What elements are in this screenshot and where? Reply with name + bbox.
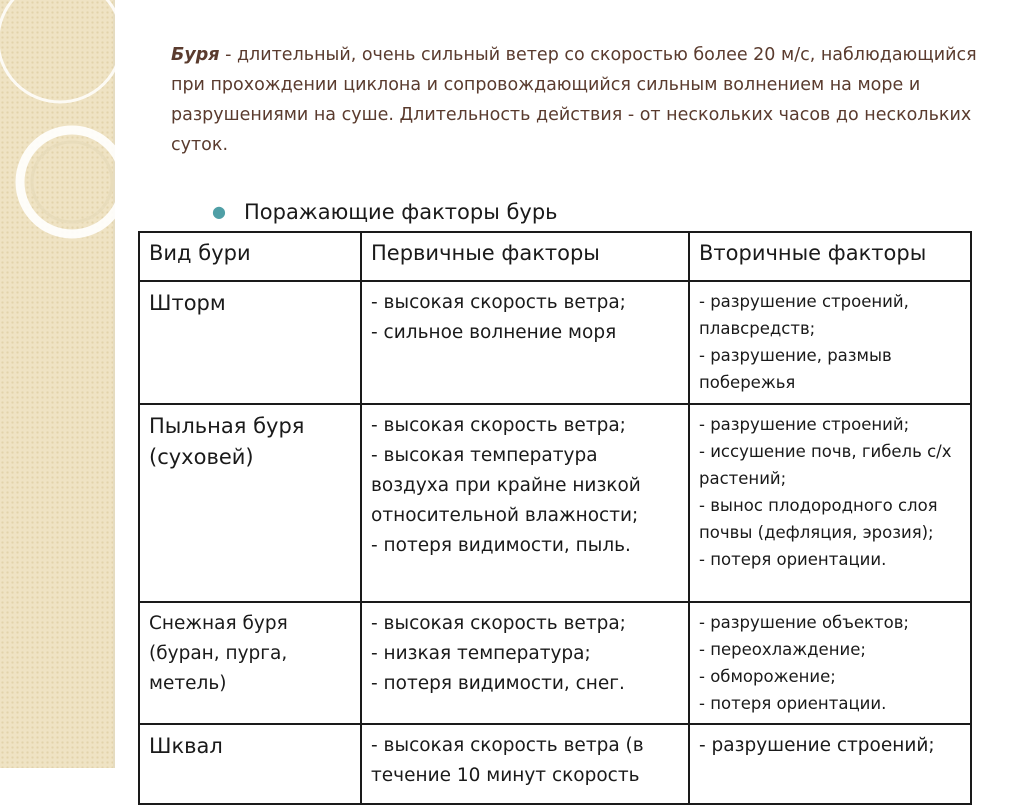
secondary-factors-cell: [689, 602, 971, 724]
factor-line: - потеря ориентации.: [699, 550, 887, 569]
primary-factors-cell: [361, 404, 689, 602]
header-cell-secondary: Вторичные факторы: [689, 232, 971, 281]
header-cell-type: Вид бури: [139, 232, 361, 281]
damage-factors-table: [138, 231, 972, 805]
secondary-factors-cell: [689, 281, 971, 404]
secondary-factors-cell: [689, 404, 971, 602]
factor-line: - высокая скорость ветра;: [371, 613, 626, 634]
factor-line: - вынос плодородного слоя почвы (дефляция, эрозия);: [699, 496, 938, 542]
factor-line: - разрушение, размыв побережья: [699, 346, 892, 392]
factor-line: - высокая скорость ветра (в течение 10 минут скорость: [371, 735, 644, 786]
primary-factors-cell: [361, 281, 689, 404]
factor-line: - обморожение;: [699, 667, 836, 686]
factor-line: - разрушение строений;: [699, 415, 910, 434]
storm-type-cell: Пыльная буря (суховей): [139, 404, 361, 602]
primary-factors-cell: [361, 602, 689, 724]
header-cell-primary: Первичные факторы: [361, 232, 689, 281]
storm-type-cell: Шторм: [139, 281, 361, 404]
table-row: [139, 724, 971, 804]
storm-type-cell: Шквал: [139, 724, 361, 804]
factor-line: - потеря ориентации.: [699, 694, 887, 713]
table-header-row: [139, 232, 971, 281]
table-row: [139, 602, 971, 724]
table-row: [139, 281, 971, 404]
primary-factors-cell: [361, 724, 689, 804]
factor-line: - разрушение строений;: [699, 735, 935, 756]
factor-line: - потеря видимости, пыль.: [371, 535, 631, 556]
factor-line: - разрушение объектов;: [699, 613, 909, 632]
factor-line: - высокая скорость ветра;: [371, 415, 626, 436]
secondary-factors-cell: [689, 724, 971, 804]
definition-term: Буря: [171, 45, 220, 65]
factor-line: - потеря видимости, снег.: [371, 673, 625, 694]
factor-line: - разрушение строений, плавсредств;: [699, 292, 909, 338]
factor-line: - иссушение почв, гибель с/х растений;: [699, 442, 952, 488]
factor-line: - сильное волнение моря: [371, 322, 617, 343]
storm-type-cell: Снежная буря (буран, пурга, метель): [139, 602, 361, 724]
factor-line: - переохлаждение;: [699, 640, 866, 659]
factor-line: - высокая скорость ветра;: [371, 292, 626, 313]
section-subheading: [212, 200, 558, 224]
factor-line: - низкая температура;: [371, 643, 591, 664]
factor-line: - высокая температура воздуха при крайне низкой относительной влажности;: [371, 445, 641, 526]
subheading-text: Поражающие факторы бурь: [243, 200, 558, 224]
definition-text: - длительный, очень сильный ветер со скоростью более 20 м/с, наблюдающийся при прохождении циклона и сопровождающийся сильным волнением на море и разрушениями на суше. Длительность действия - от нескольких часов до нескольких суток.: [171, 45, 977, 155]
storm-definition: [171, 40, 991, 160]
bullet-icon: ●: [212, 202, 226, 221]
table-row: [139, 404, 971, 602]
